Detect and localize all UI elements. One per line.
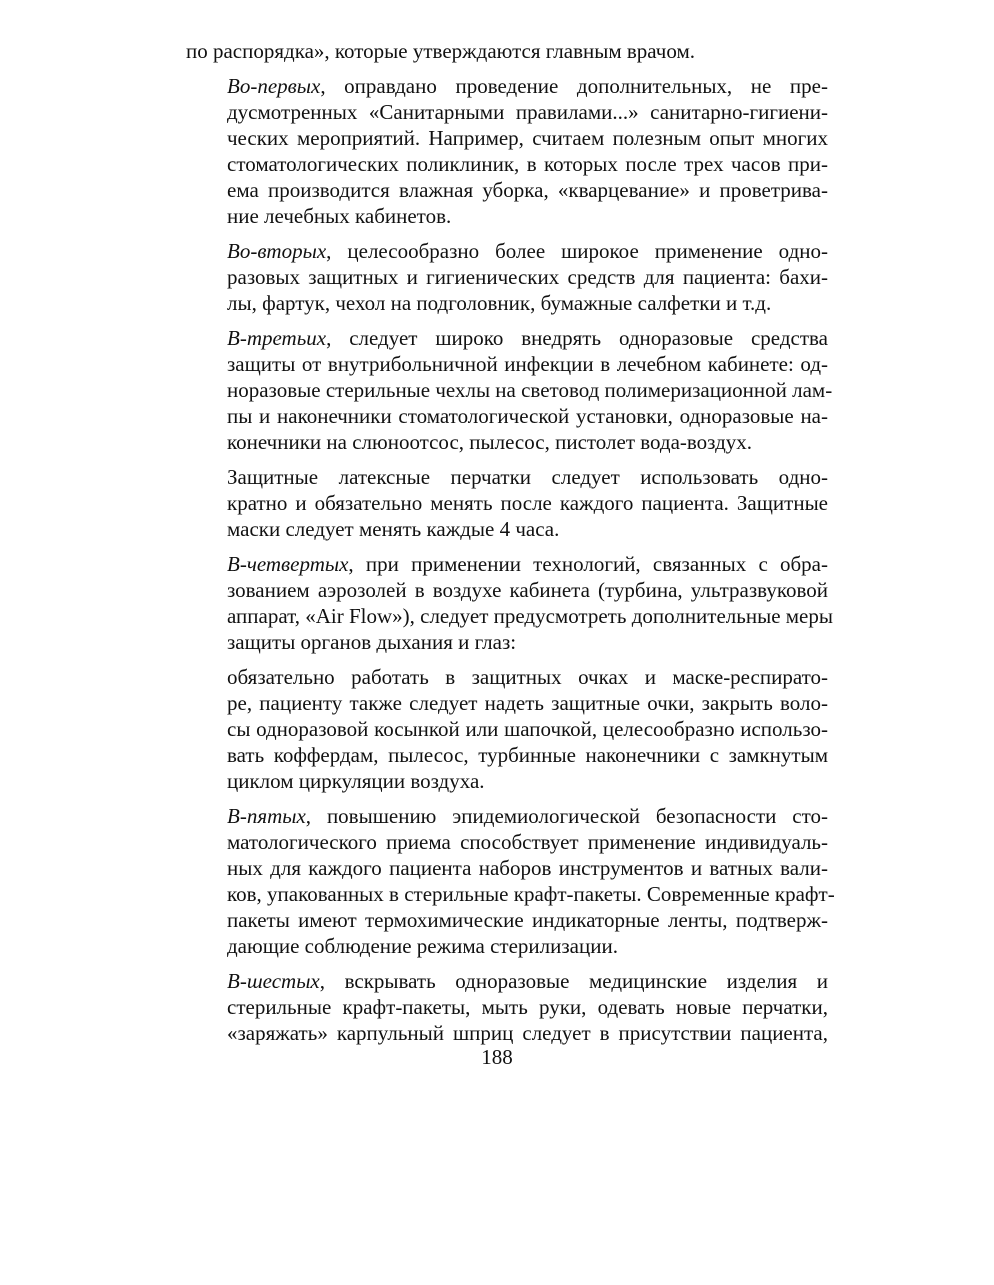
- line-text: норазовые стерильные чехлы на световод полимеризационной лам-: [227, 378, 833, 402]
- text-line: [186, 238, 828, 264]
- text-line: [186, 325, 828, 351]
- line-text: , повышению эпидемиологической безопасности сто-: [305, 804, 828, 828]
- text-line: [186, 994, 828, 1020]
- paragraph-lead: В-шестых: [227, 969, 320, 993]
- line-text: вать коффердам, пылесос, турбинные наконечники с замкнутым: [227, 743, 828, 767]
- line-text: , оправдано проведение дополнительных, не пре-: [320, 74, 828, 98]
- paragraph-p7: [186, 803, 835, 959]
- text-line: [186, 603, 833, 629]
- line-text: конечники на слюноотсос, пылесос, пистолет вода-воздух.: [227, 430, 753, 454]
- text-line: [186, 855, 828, 881]
- text-line: [186, 742, 828, 768]
- text-line: [186, 99, 828, 125]
- text-line: [186, 203, 828, 229]
- text-line: [186, 664, 828, 690]
- paragraph-lead: В-пятых: [227, 804, 306, 828]
- text-line: [186, 290, 828, 316]
- text-line: [186, 177, 828, 203]
- line-text: разовых защитных и гигиенических средств для пациента: бахи-: [227, 265, 828, 289]
- line-text: циклом циркуляции воздуха.: [227, 769, 485, 793]
- line-text: лы, фартук, чехол на подголовник, бумажные салфетки и т.д.: [227, 291, 772, 315]
- text-line: [186, 803, 828, 829]
- paragraph-lead: Во-первых: [227, 74, 321, 98]
- paragraph-lead: В-третьих: [227, 326, 327, 350]
- line-text: кратно и обязательно менять после каждого пациента. Защитные: [227, 491, 828, 515]
- line-text: ных для каждого пациента наборов инструментов и ватных вали-: [227, 856, 828, 880]
- paragraph-p3: [186, 325, 833, 455]
- line-text: ков, упакованных в стерильные крафт-пакеты. Современные крафт-: [227, 882, 835, 906]
- text-line: [186, 151, 828, 177]
- line-text: , целесообразно более широкое применение одно-: [326, 239, 828, 263]
- line-text: защиты от внутрибольничной инфекции в лечебном кабинете: од-: [227, 352, 828, 376]
- line-text: зованием аэрозолей в воздухе кабинета (турбина, ультразвуковой: [227, 578, 828, 602]
- page-body: [186, 38, 835, 1055]
- text-line: [186, 829, 828, 855]
- line-text: стоматологических поликлиник, в которых после трех часов при-: [227, 152, 828, 176]
- text-line: [186, 73, 828, 99]
- line-text: пы и наконечники стоматологической установки, одноразовые на-: [227, 404, 828, 428]
- text-line: [186, 125, 828, 151]
- paragraph-p2: [186, 238, 828, 316]
- line-text: стерильные крафт-пакеты, мыть руки, одевать новые перчатки,: [227, 995, 828, 1019]
- line-text: ре, пациенту также следует надеть защитные очки, закрыть воло-: [227, 691, 828, 715]
- line-text: «заряжать» карпульный шприц следует в присутствии пациента,: [227, 1021, 828, 1045]
- line-text: обязательно работать в защитных очках и маске-респирато-: [227, 665, 828, 689]
- text-line: [186, 968, 828, 994]
- line-text: маски следует менять каждые 4 часа.: [227, 517, 560, 541]
- text-line: [186, 933, 828, 959]
- paragraph-p4: [186, 464, 828, 542]
- line-text: ема производится влажная уборка, «кварцевание» и проветрива-: [227, 178, 828, 202]
- line-text: матологического приема способствует применение индивидуаль-: [227, 830, 828, 854]
- paragraph-p6: [186, 664, 828, 794]
- text-line: [186, 429, 828, 455]
- line-text: ние лечебных кабинетов.: [227, 204, 452, 228]
- text-line: [186, 38, 828, 64]
- text-line: [186, 351, 828, 377]
- text-line: [186, 629, 828, 655]
- text-line: [186, 577, 828, 603]
- line-text: сы одноразовой косынкой или шапочкой, целесообразно использо-: [227, 717, 828, 741]
- line-text: ческих мероприятий. Например, считаем полезным опыт многих: [227, 126, 828, 150]
- text-line: [186, 464, 828, 490]
- line-text: пакеты имеют термохимические индикаторные ленты, подтверж-: [227, 908, 828, 932]
- line-text: , следует широко внедрять одноразовые средства: [326, 326, 828, 350]
- line-text: аппарат, «Air Flow»), следует предусмотреть дополнительные меры: [227, 604, 833, 628]
- paragraph-p0: [186, 38, 828, 64]
- text-line: [186, 881, 835, 907]
- paragraph-p5: [186, 551, 833, 655]
- paragraph-p8: [186, 968, 828, 1046]
- text-line: [186, 403, 828, 429]
- text-line: [186, 516, 828, 542]
- paragraph-p1: [186, 73, 828, 229]
- line-text: защиты органов дыхания и глаз:: [227, 630, 517, 654]
- line-text: , вскрывать одноразовые медицинские изделия и: [319, 969, 828, 993]
- text-line: [186, 377, 833, 403]
- line-text: , при применении технологий, связанных с обра-: [348, 552, 828, 576]
- text-line: [186, 1020, 828, 1046]
- text-line: [186, 551, 828, 577]
- page-number: 188: [481, 1045, 513, 1069]
- line-text: по распорядка», которые утверждаются главным врачом.: [186, 39, 695, 63]
- paragraph-lead: Во-вторых: [227, 239, 327, 263]
- text-line: [186, 690, 828, 716]
- text-line: [186, 907, 828, 933]
- text-line: [186, 768, 828, 794]
- paragraph-lead: В-четвертых: [227, 552, 349, 576]
- text-line: [186, 264, 828, 290]
- line-text: дусмотренных «Санитарными правилами...» санитарно-гигиени-: [227, 100, 828, 124]
- line-text: Защитные латексные перчатки следует использовать одно-: [227, 465, 828, 489]
- text-line: [186, 716, 828, 742]
- text-line: [186, 490, 828, 516]
- line-text: дающие соблюдение режима стерилизации.: [227, 934, 618, 958]
